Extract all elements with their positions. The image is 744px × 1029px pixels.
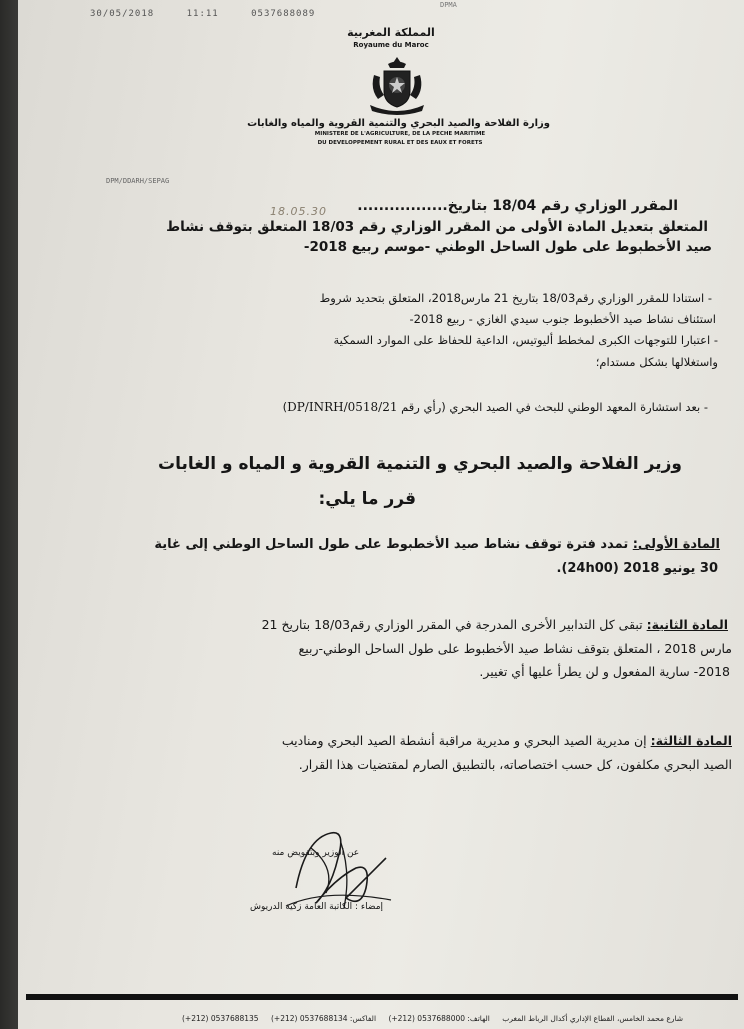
article-2-line2: مارس 2018 ، المتعلق بتوقف نشاط صيد الأخطبوط على طول الساحل الوطني-ربيع: [298, 641, 732, 656]
fax-transmission-header: [90, 9, 341, 19]
kingdom-french: Royaume du Maroc: [353, 41, 429, 49]
decree-subject-line2: صيد الأخطبوط على طول الساحل الوطني -موسم ربيع 2018-: [303, 239, 712, 255]
article-2-line1: [262, 617, 728, 632]
signature-delegation: عن الوزير وبتفويض منه: [272, 848, 360, 858]
article-1-label: المادة الأولى:: [632, 537, 720, 552]
reference-code: DPM/DDARH/SEPAG: [106, 177, 170, 185]
preamble-line: استئناف نشاط صيد الأخطبوط جنوب سيدي الغازي - ربيع 2018-: [409, 312, 716, 326]
minister-title: وزير الفلاحة والصيد البحري و التنمية القروية و المياه و الغابات: [158, 454, 682, 474]
ministry-heading: [247, 118, 550, 147]
document-page: [18, 0, 744, 1029]
article-3-text: إن مديرية الصيد البحري و مديرية مراقبة أنشطة الصيد البحري ومناديب: [281, 733, 647, 748]
footer-rule: [26, 994, 738, 1000]
article-2-text: تبقى كل التدابير الأخرى المدرجة في المقرر الوزاري رقم18/03 بتاريخ 21: [261, 617, 643, 632]
article-2-line3: 2018- سارية المفعول و لن يطرأ عليها أي تغيير.: [479, 664, 730, 679]
fax-number: 0537688089: [251, 9, 316, 19]
preamble-line-opinion: - بعد استشارة المعهد الوطني للبحث في الصيد البحري (رأي رقم DP/INRH/0518/21): [282, 400, 708, 414]
handwritten-date: 18.05.30: [270, 205, 327, 218]
footer-address: شارع محمد الخامس، القطاع الإداري أكدال الرباط المغرب: [502, 1014, 684, 1023]
decides-heading: قرر ما يلي:: [318, 489, 416, 509]
article-1-line2: 30 يونيو 2018 (24h00).: [556, 561, 718, 576]
article-3-line2: الصيد البحري مكلفون، كل حسب اختصاصاته، بالتطبيق الصارم لمقتضيات هذا القرار.: [298, 757, 732, 772]
decree-title: المقرر الوزاري رقم 18/04 بتاريخ.................: [357, 198, 678, 214]
kingdom-heading: [326, 26, 456, 49]
footer-phone: الهاتف: 0537688000 (212+): [388, 1014, 490, 1023]
fax-corner-code: DPMA: [440, 1, 457, 9]
opinion-code: DP/INRH/0518/21: [287, 400, 398, 414]
fax-time: 11:11: [186, 9, 219, 19]
footer-contact: [172, 1014, 683, 1023]
footer-extra: 0537688135 (212+): [182, 1014, 259, 1023]
preamble-line: - استنادا للمقرر الوزاري رقم18/03 بتاريخ 21 مارس2018، المتعلق بتحديد شروط: [319, 291, 712, 305]
ministry-french-line1: MINISTERE DE L'AGRICULTURE, DE LA PECHE MARITIME: [314, 131, 486, 137]
fax-date: 30/05/2018: [90, 9, 155, 19]
preamble-line: واستغلالها بشكل مستدام؛: [595, 355, 718, 369]
preamble-line: - اعتبارا للتوجهات الكبرى لمخطط أليوتيس، الداعية للحفاظ على الموارد السمكية: [333, 333, 718, 347]
signatory-name: إمضاء : الكاتبة العامة زكية الدريوش: [250, 902, 384, 912]
coat-of-arms-emblem: [366, 55, 428, 119]
article-3-line1: [282, 733, 732, 748]
article-2-label: المادة الثانية:: [646, 617, 728, 632]
kingdom-arabic: المملكة المغربية: [347, 26, 435, 39]
decree-subject-line1: المتعلق بتعديل المادة الأولى من المقرر الوزاري رقم 18/03 المتعلق بتوقف نشاط: [166, 219, 708, 235]
ministry-french-line2: DU DEVELOPPEMENT RURAL ET DES EAUX ET FORETS: [317, 140, 483, 146]
article-1-line1: [154, 537, 720, 552]
footer-fax: الفاكس: 0537688134 (212+): [270, 1014, 377, 1023]
preamble-opinion-text: - بعد استشارة المعهد الوطني للبحث في الصيد البحري (رأي رقم: [401, 400, 708, 414]
article-1-text: تمدد فترة توقف نشاط صيد الأخطبوط على طول الساحل الوطني إلى غاية: [154, 537, 629, 552]
article-3-label: المادة الثالثة:: [650, 733, 732, 748]
ministry-arabic: وزارة الفلاحة والصيد البحري والتنمية القروية والمياه والغابات: [247, 118, 550, 129]
